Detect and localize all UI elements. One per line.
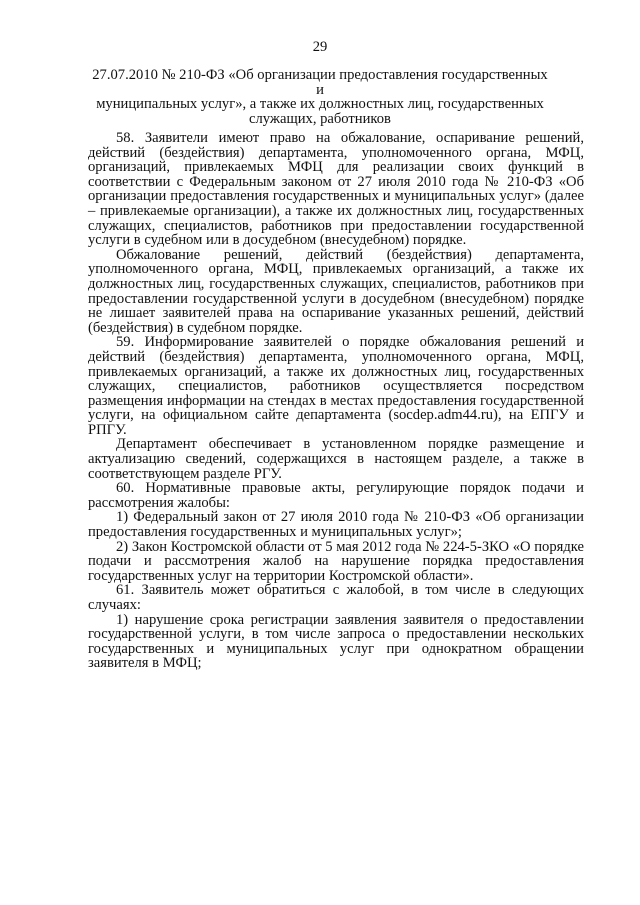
- paragraph-61: 61. Заявитель может обратиться с жалобой, в том числе в следующих случаях:: [88, 582, 584, 613]
- list-item-regional-law: 2) Закон Костромской области от 5 мая 2012 года № 224-5-ЗКО «О порядке подачи и рассмотрения жалоб на нарушение порядка предоставления государственных услуг на территории Костромской области».: [88, 538, 584, 584]
- list-item-federal-law: 1) Федеральный закон от 27 июля 2010 года № 210-ФЗ «Об организации предоставления государственных и муниципальных услуг»;: [88, 509, 584, 541]
- document-body: [88, 131, 584, 671]
- section-heading: [88, 68, 552, 126]
- list-item-violation: 1) нарушение срока регистрации заявления заявителя о предоставлении государственной услуги, в том числе запроса о предоставлении нескольких государственных и муниципальных услуг при однократном обращении заявителя в МФЦ;: [88, 611, 584, 672]
- paragraph-58: 58. Заявители имеют право на обжалование, оспаривание решений, действий (бездействия) департамента, уполномоченного органа, МФЦ, организаций, привлекаемых МФЦ для реализации своих функций в соответствии с Федеральным законом от 27 июля 2010 года № 210-ФЗ «Об организации предоставления государственных и муниципальных услуг» (далее – привлекаемые организации), а также их должностных лиц, государственных служащих, специалистов, работников при предоставлении государственной услуги в судебном или в досудебном (внесудебном) порядке.: [88, 130, 584, 249]
- paragraph-department: Департамент обеспечивает в установленном порядке размещение и актуализацию сведений, содержащихся в настоящем разделе, а также в соответствующем разделе РГУ.: [88, 436, 584, 482]
- page-number: 29: [312, 39, 328, 55]
- paragraph-60: 60. Нормативные правовые акты, регулирующие порядок подачи и рассмотрения жалобы:: [88, 480, 584, 511]
- heading-line: муниципальных услуг», а также их должностных лиц, государственных: [96, 96, 544, 113]
- heading-line: 27.07.2010 № 210-ФЗ «Об организации предоставления государственных и: [92, 67, 548, 98]
- paragraph-appeal: Обжалование решений, действий (бездействия) департамента, уполномоченного органа, МФЦ, привлекаемых организаций, а также их должностных лиц, государственных служащих, специалистов, работников при предоставлении государственной услуги в досудебном (внесудебном) порядке не лишает заявителей права на оспаривание указанных решений, действий (бездействия) в судебном порядке.: [88, 246, 584, 336]
- paragraph-59: 59. Информирование заявителей о порядке обжалования решений и действий (бездействия) департамента, уполномоченного органа, МФЦ, привлекаемых организаций, а также их должностных лиц, государственных служащих, специалистов, работников осуществляется посредством размещения информации на стендах в местах предоставления государственной услуги, на официальном сайте департамента (socdep.adm44.ru), на ЕПГУ и РПГУ.: [88, 334, 584, 438]
- heading-line: служащих, работников: [249, 110, 391, 127]
